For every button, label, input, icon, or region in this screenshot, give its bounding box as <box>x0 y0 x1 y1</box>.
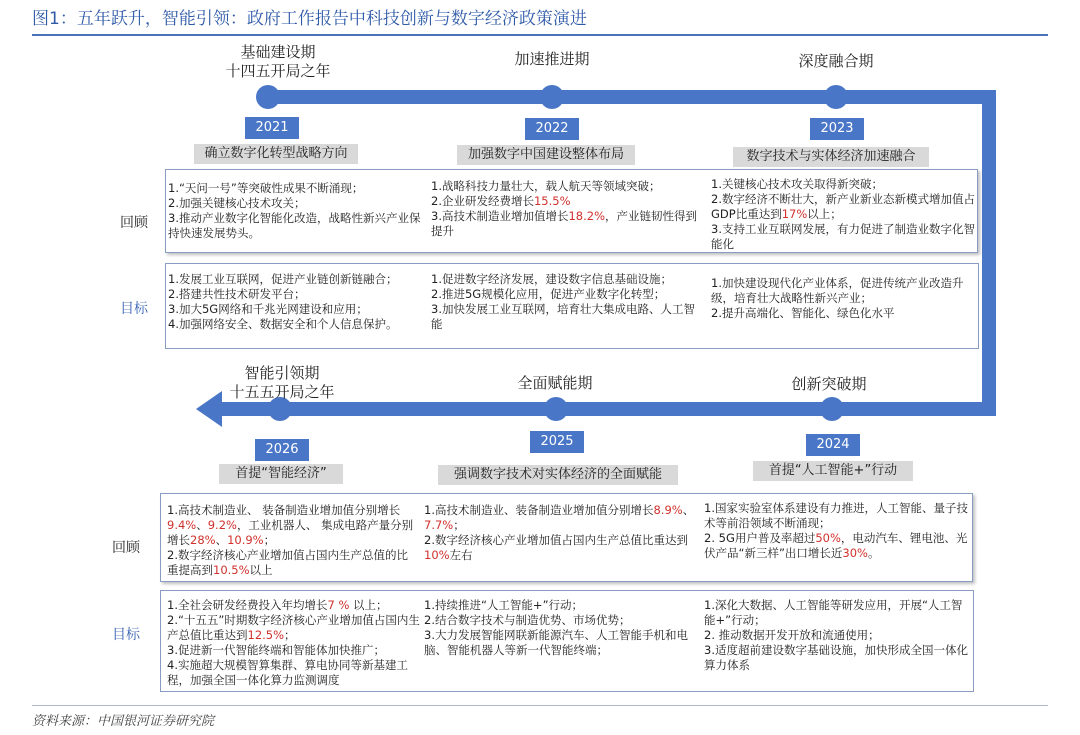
cell-text: ，产业链韧性得到提升 <box>431 209 698 238</box>
row-label-review-bottom: 回顾 <box>112 540 140 556</box>
cell-text: 。 <box>867 546 880 560</box>
cell-text: 1.关键核心技术攻关取得新突破； <box>711 177 883 191</box>
cell-line <box>168 196 430 211</box>
goal-cell-2021 <box>168 272 430 332</box>
phase-name: 全面赋能期 <box>517 374 593 392</box>
cell-text: 3.支持工业互联网发展，有力促进了制造业数字化智能化 <box>711 222 975 251</box>
phase-name: 智能引领期 <box>244 364 320 382</box>
highlight-value: 10.9% <box>227 533 264 547</box>
cell-text: ； <box>263 533 276 547</box>
cell-text: 以上； <box>807 207 842 221</box>
phase-title-2026 <box>182 364 382 402</box>
cell-line <box>704 598 970 628</box>
highlight-value: 7 % <box>327 598 350 612</box>
timeline-top-line <box>268 90 996 104</box>
cell-line <box>424 533 696 563</box>
phase-subtitle: 十四五开局之年 <box>225 62 331 80</box>
cell-line <box>168 317 430 332</box>
cell-line <box>168 272 430 287</box>
cell-text: 2.“十五五”时期数字经济核心产业增加值占国内生产总值比重达到 <box>167 613 420 642</box>
goal-cell-2022 <box>431 272 706 332</box>
cell-line <box>431 194 706 209</box>
cell-text: 2.数字经济不断壮大，新产业新业态新模式增加值占GDP比重达到 <box>711 192 975 221</box>
goal-cell-2026 <box>167 598 421 688</box>
cell-text: 3.大力发展智能网联新能源汽车、人工智能手机和电脑、智能机器人等新一代智能终端； <box>424 628 688 657</box>
cell-line <box>168 181 430 196</box>
figure-title: 图1：五年跃升，智能引领：政府工作报告中科技创新与数字经济政策演进 <box>32 9 587 29</box>
row-label-review-top: 回顾 <box>120 215 148 231</box>
cell-text: 1.持续推进“人工智能+”行动； <box>424 598 584 612</box>
cell-line <box>711 192 975 222</box>
cell-line <box>711 222 975 252</box>
highlight-value: 28% <box>190 533 216 547</box>
theme-2021: 确立数字化转型战略方向 <box>194 144 358 164</box>
cell-text: 2.企业研发经费增长 <box>431 194 534 208</box>
highlight-value: 9.2% <box>207 518 237 532</box>
year-badge-2025: 2025 <box>530 431 584 453</box>
highlight-value: 18.2% <box>568 209 606 223</box>
theme-2022: 加强数字中国建设整体布局 <box>457 145 635 165</box>
highlight-value: 30% <box>842 546 868 560</box>
cell-text: 3.促进新一代智能终端和智能体加快推广； <box>167 643 385 657</box>
review-cell-2026 <box>167 503 419 578</box>
cell-text: 1.发展工业互联网，促进产业链创新链融合； <box>168 272 398 286</box>
year-badge-2021: 2021 <box>245 117 299 139</box>
cell-line <box>167 598 421 613</box>
highlight-value: 10.5% <box>213 563 250 577</box>
cell-text: ，工业机器人、 集成电路产量分别增长 <box>167 518 414 547</box>
phase-title-2025 <box>455 374 655 393</box>
cell-line <box>711 306 975 321</box>
highlight-value: 15.5% <box>533 194 571 208</box>
cell-line <box>431 272 706 287</box>
phase-name: 创新突破期 <box>791 375 867 393</box>
review-cell-2025 <box>424 503 696 563</box>
review-cell-2021 <box>168 181 430 241</box>
cell-text: 2.搭建共性技术研发平台； <box>168 287 306 301</box>
cell-text: 2.数字经济核心产业增加值占国内生产总值比重达到 <box>424 533 688 547</box>
cell-text: 、 <box>196 518 208 532</box>
goal-cell-2023 <box>711 276 975 321</box>
cell-line <box>424 613 696 628</box>
cell-text: ； <box>453 518 465 532</box>
cell-line <box>167 503 419 548</box>
figure-title-bar <box>32 6 1048 36</box>
highlight-value: 8.9% <box>653 503 683 517</box>
cell-line <box>167 613 421 643</box>
goal-cell-2025 <box>424 598 696 658</box>
cell-text: 3.高技术制造业增加值增长 <box>431 209 569 223</box>
theme-2026: 首提“智能经济” <box>219 464 343 484</box>
timeline-right-connector <box>982 90 996 416</box>
cell-line <box>167 548 419 578</box>
cell-text: 3.推动产业数字化智能化改造，战略性新兴产业保持快速发展势头。 <box>168 211 421 240</box>
cell-text: 1.加快建设现代化产业体系，促进传统产业改造升级，培育壮大战略性新兴产业； <box>711 276 964 305</box>
cell-line <box>168 302 430 317</box>
row-label-goal-top: 目标 <box>120 301 148 317</box>
cell-line <box>168 287 430 302</box>
cell-text: 2.提升高端化、智能化、绿色化水平 <box>711 306 895 320</box>
phase-name: 深度融合期 <box>798 52 874 70</box>
cell-line <box>431 302 706 332</box>
timeline-dot-2022 <box>540 85 564 109</box>
cell-line <box>704 531 970 561</box>
cell-line <box>424 598 696 613</box>
cell-text: 4.实施超大规模智算集群、算电协同等新基建工程，加强全国一体化算力监测调度 <box>167 658 408 687</box>
cell-text: 2. 5G用户普及率超过 <box>704 531 816 545</box>
cell-text: 以上 <box>249 563 273 577</box>
cell-line <box>431 287 706 302</box>
cell-text: 3.适度超前建设数字基础设施，加快形成全国一体化算力体系 <box>704 643 968 672</box>
cell-text: 1.促进数字经济发展，建设数字信息基础设施； <box>431 272 672 286</box>
highlight-value: 50% <box>815 531 841 545</box>
cell-text: 2.数字经济核心产业增加值占国内生产总值的比重提高到 <box>167 548 408 577</box>
cell-text: 2.推进5G规模化应用，促进产业数字化转型； <box>431 287 666 301</box>
cell-text: 、 <box>682 503 695 517</box>
cell-text: 2.结合数字技术与制造优势、市场优势； <box>424 613 631 627</box>
phase-title-2022 <box>452 50 652 69</box>
theme-2025: 强调数字技术对实体经济的全面赋能 <box>438 465 678 485</box>
cell-text: 3.加大5G网络和千兆光网建设和应用； <box>168 302 368 316</box>
phase-title-2023 <box>736 52 936 71</box>
year-badge-2026: 2026 <box>255 439 309 461</box>
cell-text: 以上； <box>349 598 388 612</box>
timeline-dot-2021 <box>256 85 280 109</box>
cell-text: 4.加强网络安全、数据安全和个人信息保护。 <box>168 317 398 331</box>
cell-line <box>704 628 970 643</box>
cell-line <box>168 211 430 241</box>
review-cell-2023 <box>711 177 975 252</box>
cell-line <box>431 179 706 194</box>
cell-text: 、 <box>215 533 228 547</box>
cell-line <box>424 503 696 533</box>
cell-text: ； <box>284 628 296 642</box>
cell-text: 1.“天问一号”等突破性成果不断涌现； <box>168 181 364 195</box>
theme-2024: 首提“人工智能+”行动 <box>753 461 913 481</box>
year-badge-2023: 2023 <box>810 118 864 140</box>
cell-text: 2. 推动数据开发开放和流通使用； <box>704 628 880 642</box>
timeline-dot-2024 <box>820 397 844 421</box>
source-note: 资料来源：中国银河证券研究院 <box>32 705 1048 729</box>
cell-text: 1.深化大数据、人工智能等研发应用，开展“人工智能+”行动； <box>704 598 963 627</box>
highlight-value: 12.5% <box>247 628 285 642</box>
theme-2023: 数字技术与实体经济加速融合 <box>733 147 929 167</box>
cell-line <box>167 658 421 688</box>
cell-line <box>704 643 970 673</box>
cell-text: 3.加快发展工业互联网，培育壮大集成电路、人工智能 <box>431 302 695 331</box>
cell-line <box>711 276 975 306</box>
year-badge-2024: 2024 <box>806 434 860 456</box>
cell-text: 1.战略科技力量壮大，载人航天等领域突破； <box>431 179 661 193</box>
cell-text: 1.高技术制造业、 装备制造业增加值分别增长 <box>167 503 401 517</box>
cell-line <box>711 177 975 192</box>
timeline-bottom-line <box>222 402 996 416</box>
review-cell-2024 <box>704 501 970 561</box>
cell-text: 1.高技术制造业、装备制造业增加值分别增长 <box>424 503 654 517</box>
phase-name: 基础建设期 <box>240 43 316 61</box>
highlight-value: 17% <box>781 207 808 221</box>
cell-text: 左右 <box>449 548 473 562</box>
cell-line <box>167 643 421 658</box>
cell-line <box>424 628 696 658</box>
cell-line <box>431 209 706 239</box>
highlight-value: 9.4% <box>167 518 197 532</box>
goal-cell-2024 <box>704 598 970 673</box>
highlight-value: 10% <box>424 548 450 562</box>
cell-text: 1.全社会研发经费投入年均增长 <box>167 598 328 612</box>
timeline-dot-2023 <box>824 85 848 109</box>
phase-title-2021 <box>178 43 378 81</box>
cell-text: 1.国家实验室体系建设有力推进，人工智能、量子技术等前沿领域不断涌现； <box>704 501 968 530</box>
row-label-goal-bottom: 目标 <box>112 627 140 643</box>
highlight-value: 7.7% <box>424 518 454 532</box>
year-badge-2022: 2022 <box>525 118 579 140</box>
cell-text: 2.加强关键核心技术攻关； <box>168 196 306 210</box>
review-cell-2022 <box>431 179 706 239</box>
timeline-dot-2025 <box>544 397 568 421</box>
phase-name: 加速推进期 <box>514 50 590 68</box>
phase-title-2024 <box>729 375 929 394</box>
cell-line <box>704 501 970 531</box>
phase-subtitle: 十五五开局之年 <box>229 383 335 401</box>
cell-text: ，电动汽车、锂电池、光伏产品“新三样”出口增长近 <box>704 531 968 560</box>
